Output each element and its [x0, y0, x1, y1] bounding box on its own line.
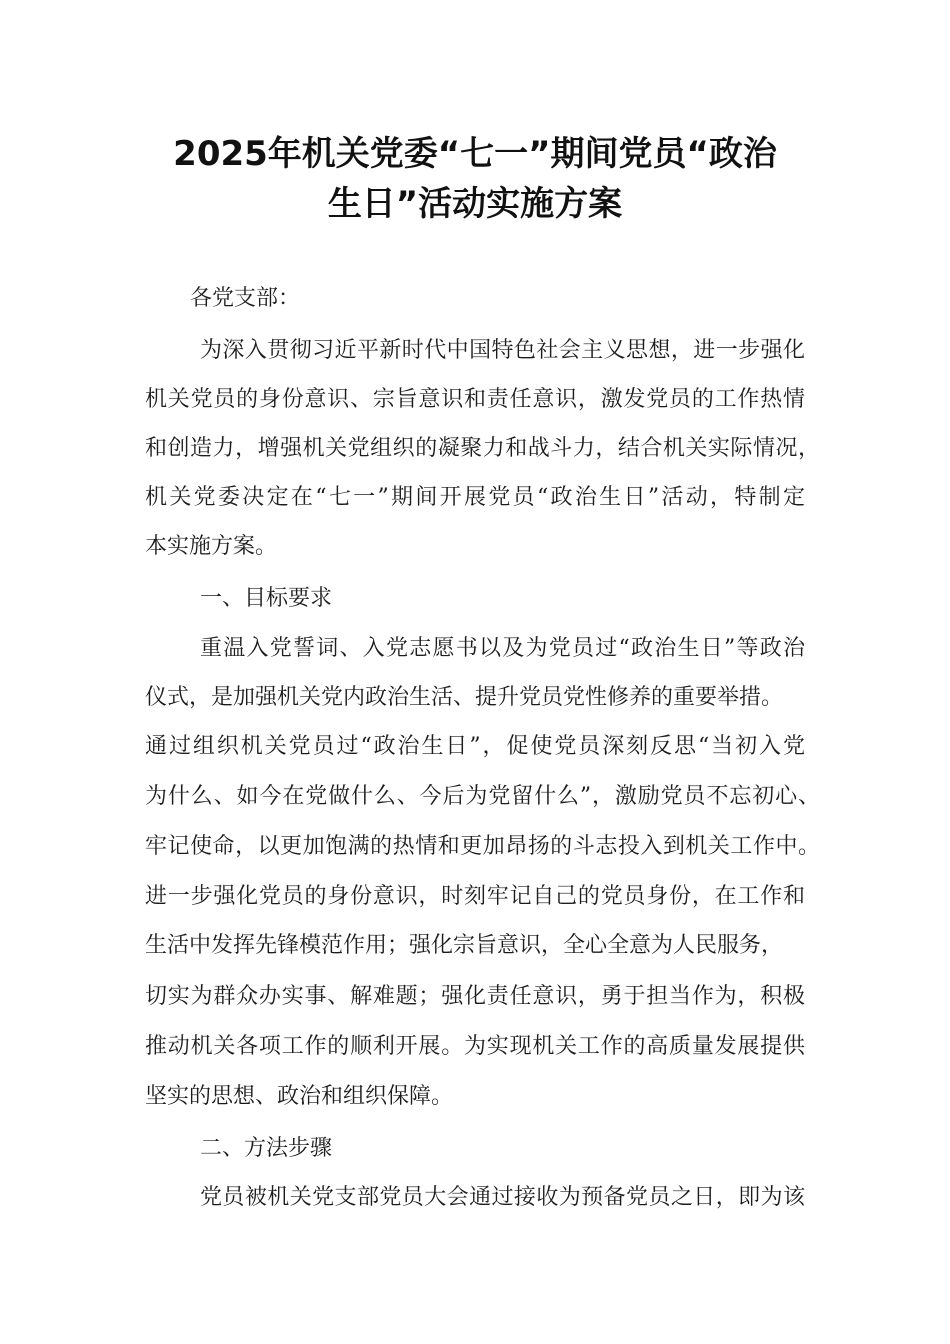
paragraph-1-line: 和创造力，增强机关党组织的凝聚力和战斗力，结合机关实际情况，: [145, 436, 820, 461]
paragraph-2-line: 重温入党誓词、入党志愿书以及为党员过“政治生日”等政治: [200, 636, 805, 661]
section-heading-1: 一、目标要求: [200, 586, 333, 611]
paragraph-2-line: 坚实的思想、政治和组织保障。: [145, 1084, 454, 1109]
paragraph-2-line: 牢记使命，以更加饱满的热情和更加昂扬的斗志投入到机关工作中。: [145, 834, 820, 859]
paragraph-1-line: 机关党员的身份意识、宗旨意识和责任意识，激发党员的工作热情: [145, 387, 805, 412]
paragraph-1-line: 本实施方案。: [145, 534, 278, 559]
paragraph-2-line: 为什么、如今在党做什么、今后为党留什么”，激励党员不忘初心、: [145, 784, 820, 809]
paragraph-1-line: 为深入贯彻习近平新时代中国特色社会主义思想，进一步强化: [200, 338, 805, 363]
section-heading-2: 二、方法步骤: [200, 1136, 333, 1161]
paragraph-3-line: 党员被机关党支部党员大会通过接收为预备党员之日，即为该: [200, 1185, 805, 1210]
salutation: 各党支部：: [190, 286, 301, 311]
paragraph-2-line: 进一步强化党员的身份意识，时刻牢记自己的党员身份，在工作和: [145, 884, 805, 909]
paragraph-2-line: 生活中发挥先锋模范作用；强化宗旨意识，全心全意为人民服务，: [145, 933, 784, 958]
paragraph-2-line: 切实为群众办实事、解难题；强化责任意识，勇于担当作为，积极: [145, 984, 805, 1009]
paragraph-1-line: 机关党委决定在“七一”期间开展党员“政治生日”活动，特制定: [145, 485, 805, 510]
document-title-line-1: 2025年机关党委“七一”期间党员“政治: [173, 134, 777, 174]
document-title-line-2: 生日”活动实施方案: [327, 184, 623, 224]
paragraph-2-line: 推动机关各项工作的顺利开展。为实现机关工作的高质量发展提供: [145, 1034, 805, 1059]
paragraph-2-line: 仪式，是加强机关党内政治生活、提升党员党性修养的重要举措。: [145, 685, 784, 710]
paragraph-2-line: 通过组织机关党员过“政治生日”，促使党员深刻反思“当初入党: [145, 734, 805, 759]
